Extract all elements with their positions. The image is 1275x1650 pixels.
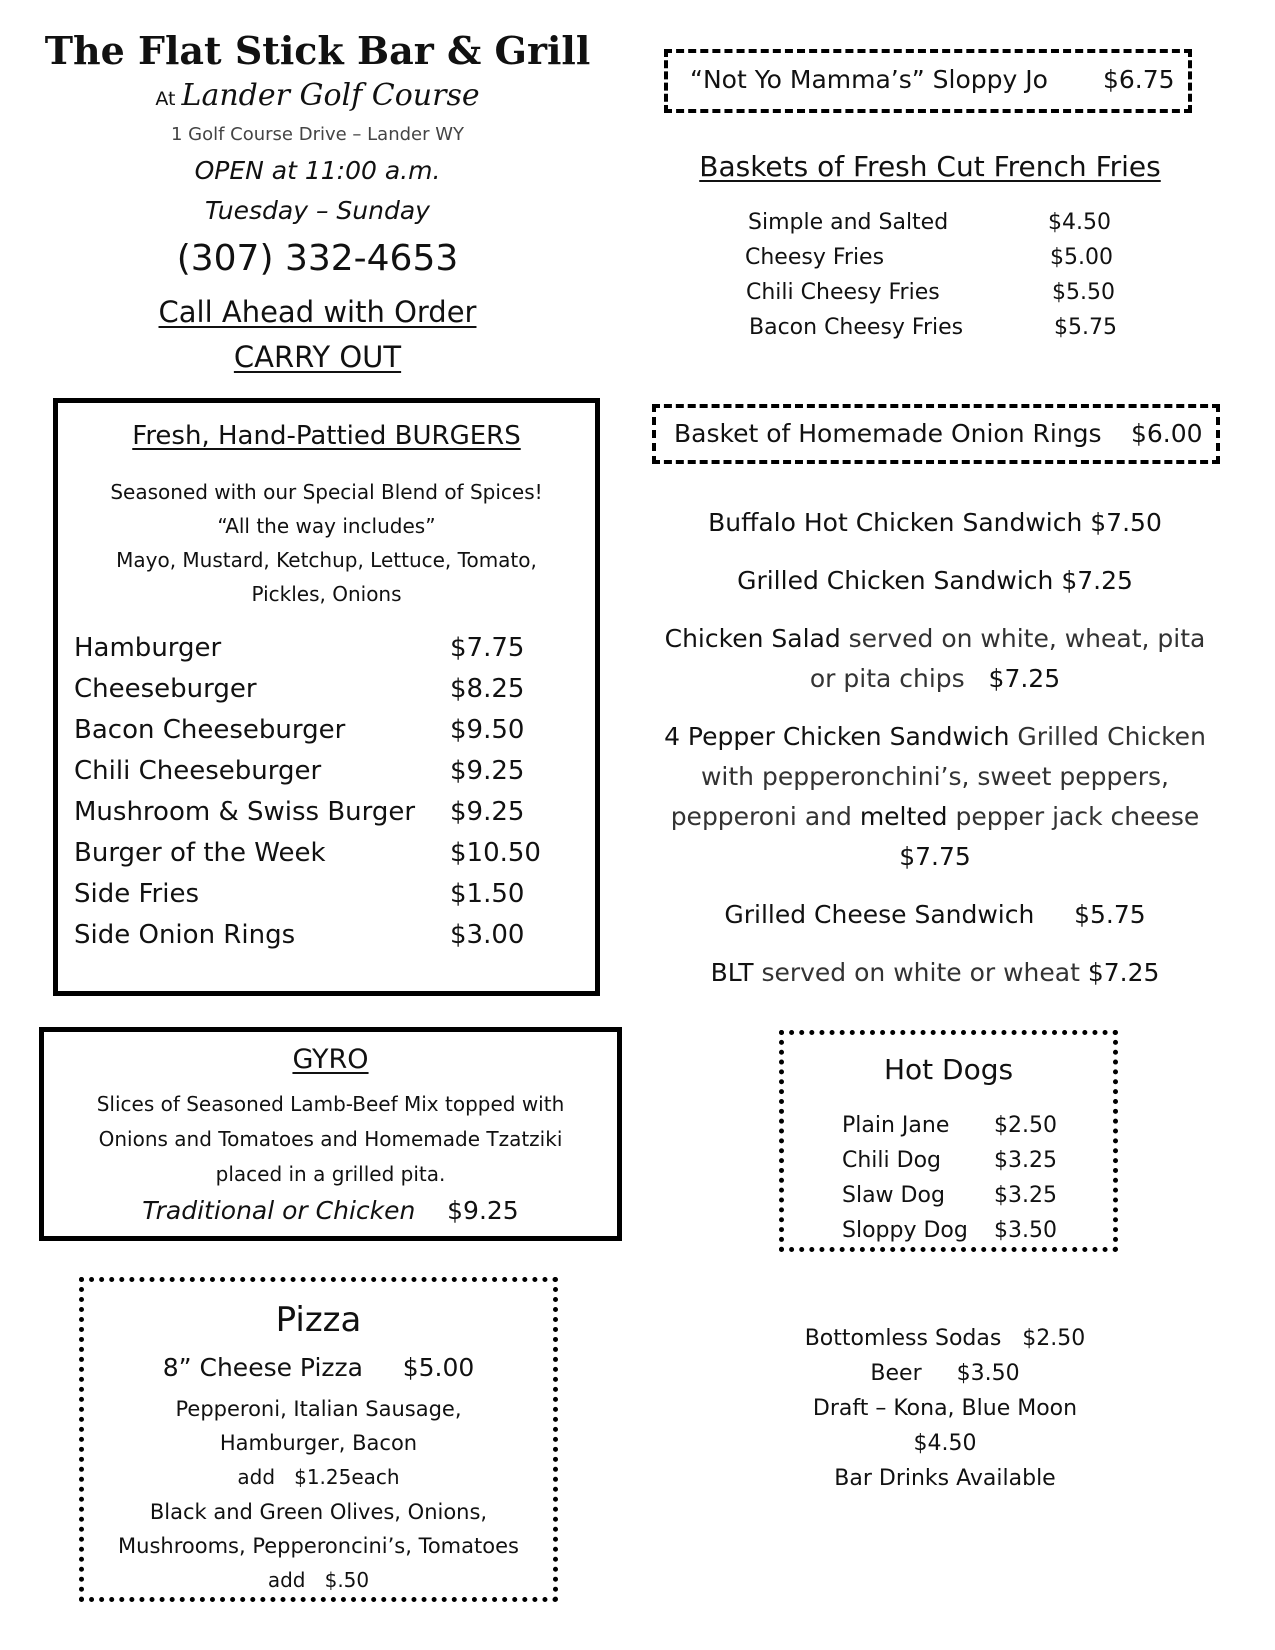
burger-price: $10.50: [450, 838, 541, 868]
burgers-desc-4: Pickles, Onions: [251, 582, 402, 606]
gyro-options: Traditional or Chicken: [142, 1196, 416, 1225]
burger-price: $9.50: [450, 715, 525, 745]
hotdog-price: $3.25: [994, 1183, 1057, 1208]
grilled-cheese-price: $5.75: [1074, 900, 1146, 929]
pepper-sandwich-price: $7.75: [899, 842, 971, 871]
call-ahead: Call Ahead with Order: [158, 295, 477, 329]
hotdog-price: $2.50: [994, 1113, 1057, 1138]
burger-name: Chili Cheeseburger: [74, 756, 322, 786]
blt-desc: served on white or wheat: [761, 958, 1080, 987]
blt-line: [650, 958, 1220, 987]
restaurant-name: The Flat Stick Bar & Grill: [44, 28, 591, 73]
burger-item: [74, 674, 257, 704]
pepper-sandwich-line-3: [650, 802, 1220, 831]
onion-rings-box: [652, 404, 1220, 464]
chicken-salad-line-2: [650, 664, 1220, 693]
buffalo-sandwich: Buffalo Hot Chicken Sandwich $7.50: [708, 508, 1162, 537]
gyro-section: [39, 1027, 622, 1241]
fries-item: Chili Cheesy Fries: [746, 280, 940, 305]
burger-item: [74, 633, 221, 663]
toppings-2-add-line: [84, 1568, 553, 1592]
cheese-pizza-price: $5.00: [402, 1353, 475, 1382]
open-hours: OPEN at 11:00 a.m.: [194, 156, 441, 185]
burgers-desc-3: Mayo, Mustard, Ketchup, Lettuce, Tomato,: [116, 548, 537, 572]
hotdog-item: Plain Jane: [842, 1113, 950, 1138]
toppings-2a: Black and Green Olives, Onions,: [149, 1500, 488, 1524]
fries-title: Baskets of Fresh Cut French Fries: [699, 150, 1161, 183]
beer-name: Beer: [870, 1361, 922, 1386]
chicken-salad-desc: served on white, wheat, pita: [848, 624, 1206, 653]
burgers-desc-2: “All the way includes”: [217, 514, 436, 538]
gyro-price: $9.25: [447, 1196, 519, 1225]
burger-item: [74, 715, 345, 745]
burger-item: [74, 920, 295, 950]
fries-item: Simple and Salted: [748, 210, 949, 235]
sodas-line: [795, 1326, 1095, 1351]
chicken-salad-price: $7.25: [988, 664, 1061, 693]
bar-drinks: Bar Drinks Available: [834, 1466, 1056, 1491]
hotdog-price: $3.25: [994, 1148, 1057, 1173]
draft-line: Draft – Kona, Blue Moon: [812, 1396, 1078, 1421]
address: 1 Golf Course Drive – Lander WY: [170, 124, 465, 145]
pepper-sandwich-desc: pepper jack cheese: [955, 802, 1200, 831]
pepper-sandwich-desc: Grilled Chicken: [1017, 722, 1206, 751]
fries-item: Cheesy Fries: [745, 245, 885, 270]
add-label: add: [267, 1568, 306, 1592]
draft-price: $4.50: [913, 1431, 977, 1456]
burger-name: Bacon Cheeseburger: [74, 715, 346, 745]
onion-rings-price: $6.00: [1131, 419, 1203, 448]
burgers-desc-1: Seasoned with our Special Blend of Spices!: [110, 480, 543, 504]
burger-name: Hamburger: [74, 633, 222, 663]
sloppy-jo-name: “Not Yo Mamma’s” Sloppy Jo: [690, 65, 1048, 94]
pepper-sandwich-desc: pepperoni and: [670, 802, 852, 831]
fries-price: $5.50: [1052, 280, 1115, 305]
burger-price: $9.25: [450, 797, 525, 827]
fries-price: $5.00: [1050, 245, 1113, 270]
burger-item: [74, 879, 199, 909]
open-days: Tuesday – Sunday: [205, 196, 430, 225]
burgers-title: Fresh, Hand-Pattied BURGERS: [132, 421, 521, 451]
pepper-sandwich-line-1: [650, 722, 1220, 751]
chicken-salad-desc: or pita chips: [809, 664, 965, 693]
burger-price: $8.25: [450, 674, 525, 704]
cheese-pizza: 8” Cheese Pizza: [162, 1353, 363, 1382]
burger-item: [74, 756, 321, 786]
toppings-1a: Pepperoni, Italian Sausage,: [175, 1397, 462, 1421]
onion-rings-name: Basket of Homemade Onion Rings: [674, 419, 1102, 448]
blt-name: BLT: [710, 958, 754, 987]
hotdog-item: Slaw Dog: [842, 1183, 945, 1208]
add-label: add: [237, 1465, 276, 1489]
grilled-chicken-sandwich: Grilled Chicken Sandwich $7.25: [737, 566, 1133, 595]
grilled-cheese-name: Grilled Cheese Sandwich: [724, 900, 1035, 929]
phone-number: (307) 332-4653: [176, 238, 459, 279]
toppings-1b: Hamburger, Bacon: [219, 1431, 418, 1455]
toppings-2b: Mushrooms, Pepperoncini’s, Tomatoes: [118, 1534, 519, 1558]
burger-item: [74, 797, 415, 827]
carry-out: CARRY OUT: [233, 340, 402, 374]
gyro-options-line: [44, 1196, 617, 1225]
burger-name: Cheeseburger: [74, 674, 257, 704]
gyro-desc-2: Onions and Tomatoes and Homemade Tzatziki: [98, 1127, 563, 1151]
sloppy-jo-box: [664, 49, 1192, 113]
add-price: $1.25each: [294, 1465, 400, 1489]
chicken-salad-name: Chicken Salad: [664, 624, 841, 653]
beer-price: $3.50: [956, 1361, 1020, 1386]
hotdog-item: Chili Dog: [842, 1148, 941, 1173]
hotdogs-title: Hot Dogs: [883, 1053, 1014, 1086]
gyro-desc-3: placed in a grilled pita.: [215, 1162, 446, 1186]
sodas-name: Bottomless Sodas: [804, 1326, 1002, 1351]
add-price: $.50: [324, 1568, 370, 1592]
burger-name: Side Fries: [74, 879, 200, 909]
pepper-sandwich-melted: melted: [859, 802, 948, 831]
at-label: At: [155, 88, 176, 110]
gyro-title: GYRO: [292, 1044, 369, 1075]
burger-price: $7.75: [450, 633, 525, 663]
fries-price: $5.75: [1054, 315, 1117, 340]
burger-price: $3.00: [450, 920, 525, 950]
beer-line: [795, 1361, 1095, 1386]
chicken-salad-line-1: [650, 624, 1220, 653]
pizza-title: Pizza: [275, 1300, 362, 1340]
hotdog-item: Sloppy Dog: [842, 1218, 968, 1243]
burger-name: Mushroom & Swiss Burger: [74, 797, 416, 827]
cheese-pizza-line: [84, 1353, 553, 1382]
toppings-1-add-line: [84, 1465, 553, 1489]
grilled-cheese-line: [650, 900, 1220, 929]
burger-price: $9.25: [450, 756, 525, 786]
fries-item: Bacon Cheesy Fries: [749, 315, 964, 340]
burger-name: Burger of the Week: [74, 838, 326, 868]
fries-price: $4.50: [1048, 210, 1111, 235]
burger-item: [74, 838, 326, 868]
sloppy-jo-price: $6.75: [1103, 65, 1175, 94]
hotdog-price: $3.50: [994, 1218, 1057, 1243]
venue-name: Lander Golf Course: [181, 78, 480, 113]
pepper-sandwich-name: 4 Pepper Chicken Sandwich: [664, 722, 1010, 751]
blt-price: $7.25: [1087, 958, 1160, 987]
burger-name: Side Onion Rings: [74, 920, 296, 950]
pepper-sandwich-line-2: with pepperonchini’s, sweet peppers,: [700, 762, 1170, 791]
burger-price: $1.50: [450, 879, 525, 909]
hotdogs-section: [779, 1030, 1118, 1252]
pizza-section: [79, 1277, 558, 1602]
sodas-price: $2.50: [1022, 1326, 1086, 1351]
venue-line: [40, 78, 595, 113]
gyro-desc-1: Slices of Seasoned Lamb-Beef Mix topped with: [96, 1092, 565, 1116]
burgers-section: [53, 398, 600, 996]
